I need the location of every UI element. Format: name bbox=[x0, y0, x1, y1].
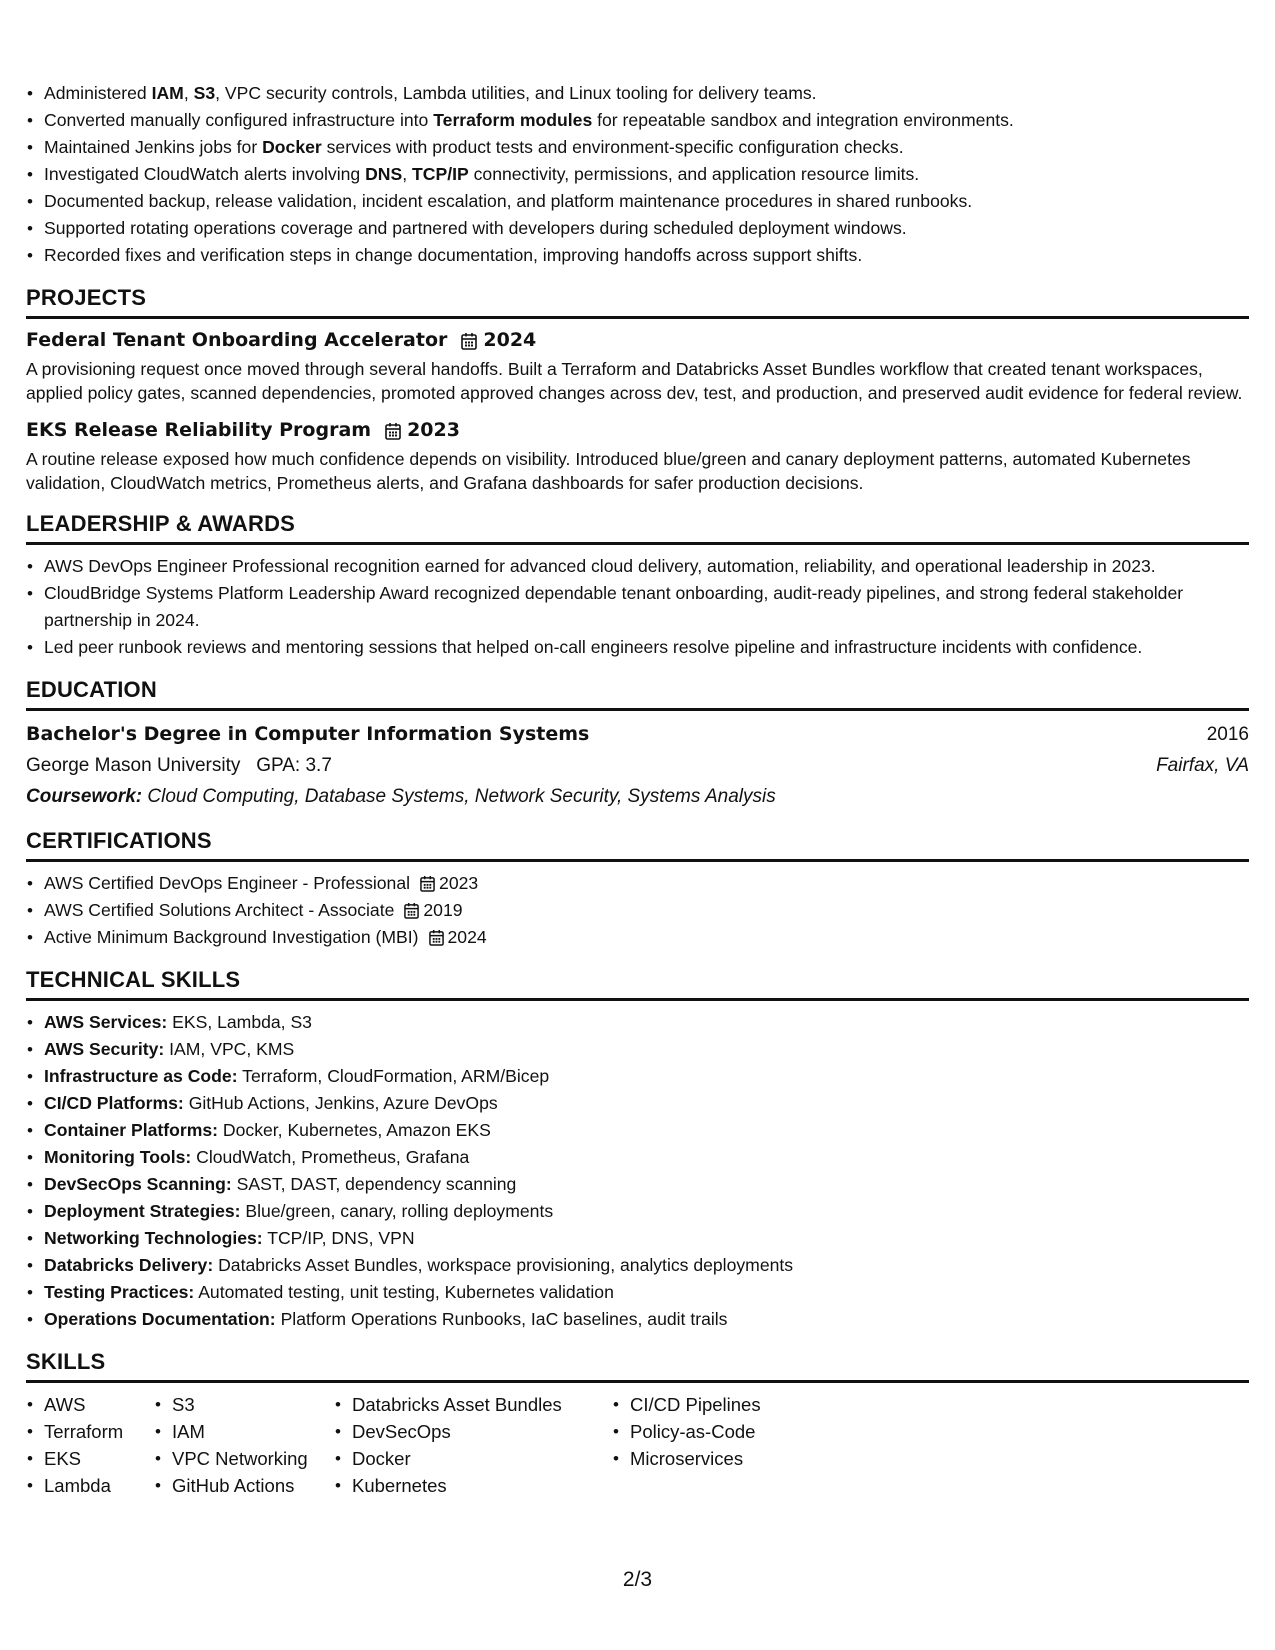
leadership-bullets bbox=[26, 553, 1249, 661]
bullet-text: Maintained Jenkins jobs for bbox=[44, 137, 263, 157]
project-year: 2024 bbox=[483, 329, 537, 351]
technical-skill-label: Infrastructure as Code: bbox=[44, 1066, 238, 1086]
calendar-icon bbox=[404, 902, 419, 919]
degree-name: Bachelor's Degree in Computer Information Systems bbox=[26, 723, 590, 745]
coursework-list: Cloud Computing, Database Systems, Network Security, Systems Analysis bbox=[147, 786, 776, 807]
skill-item: • Lambda bbox=[26, 1472, 154, 1499]
project-name: Federal Tenant Onboarding Accelerator bbox=[26, 329, 448, 351]
skill-item: • Docker bbox=[334, 1445, 612, 1472]
technical-skills-list bbox=[26, 1009, 1249, 1333]
skill-item: • Terraform bbox=[26, 1418, 154, 1445]
education-degree-row bbox=[26, 719, 1249, 750]
education-heading: EDUCATION bbox=[26, 677, 1249, 711]
skills-column bbox=[154, 1391, 334, 1499]
bullet-text: Recorded fixes and verification steps in change documentation, improving handoffs across support shifts. bbox=[44, 245, 863, 265]
technical-skill-label: Networking Technologies: bbox=[44, 1228, 263, 1248]
skill-item: • IAM bbox=[154, 1418, 334, 1445]
project-name: EKS Release Reliability Program bbox=[26, 419, 372, 441]
experience-bullet bbox=[26, 242, 1249, 269]
calendar-icon bbox=[385, 422, 401, 440]
skill-item: • Microservices bbox=[612, 1445, 832, 1472]
certification-name: • AWS Certified DevOps Engineer - Professional bbox=[44, 873, 411, 893]
certifications-heading: CERTIFICATIONS bbox=[26, 828, 1249, 862]
technical-skill-item bbox=[26, 1279, 1249, 1306]
certification-item bbox=[26, 870, 1249, 897]
project-year: 2023 bbox=[407, 419, 460, 441]
certification-year: 2023 bbox=[439, 873, 479, 893]
technical-skill-label: AWS Services: bbox=[44, 1012, 168, 1032]
calendar-icon bbox=[429, 929, 444, 946]
bullet-text: for repeatable sandbox and integration environments. bbox=[592, 110, 1014, 130]
skill-item: • Policy-as-Code bbox=[612, 1418, 832, 1445]
certification-year: 2024 bbox=[447, 927, 487, 947]
technical-skill-label: Container Platforms: bbox=[44, 1120, 219, 1140]
school-name: George Mason University bbox=[26, 755, 241, 776]
technical-skill-item bbox=[26, 1063, 1249, 1090]
technical-skill-item bbox=[26, 1036, 1249, 1063]
bullet-text: , bbox=[402, 164, 413, 184]
project-description: A routine release exposed how much confidence depends on visibility. Introduced blue/green and canary deployment patterns, automated Kubernetes validation, CloudWatch metrics, Prometheus alerts, and Grafana dashboards for safer production decisions. bbox=[26, 449, 1191, 493]
leadership-bullet: • Led peer runbook reviews and mentoring sessions that helped on-call engineers resolve pipeline and infrastructure incidents with confidence. bbox=[26, 634, 1249, 661]
technical-skill-value: Databricks Asset Bundles, workspace provisioning, analytics deployments bbox=[218, 1255, 794, 1275]
technical-skill-item bbox=[26, 1252, 1249, 1279]
technical-skill-item bbox=[26, 1198, 1249, 1225]
school-location: Fairfax, VA bbox=[1156, 755, 1249, 776]
experience-bullet bbox=[26, 134, 1249, 161]
experience-bullet bbox=[26, 80, 1249, 107]
certification-name: • Active Minimum Background Investigation (MBI) bbox=[44, 927, 419, 947]
leadership-heading: LEADERSHIP & AWARDS bbox=[26, 511, 1249, 545]
page-number: 2/3 bbox=[622, 1568, 653, 1591]
gpa: GPA: 3.7 bbox=[256, 755, 332, 776]
bold-term: Terraform modules bbox=[433, 110, 593, 130]
technical-skill-label: Monitoring Tools: bbox=[44, 1147, 192, 1167]
skill-item: • EKS bbox=[26, 1445, 154, 1472]
technical-skill-value: CloudWatch, Prometheus, Grafana bbox=[196, 1147, 470, 1167]
project-description: A provisioning request once moved through several handoffs. Built a Terraform and Databricks Asset Bundles workflow that created tenant workspaces, applied policy gates, scanned dependencies, promoted approved changes across dev, test, and production, and preserved audit evidence for federal review. bbox=[26, 359, 1243, 403]
bold-term: Docker bbox=[262, 137, 322, 157]
skills-column bbox=[26, 1391, 154, 1499]
leadership-bullet: • CloudBridge Systems Platform Leadership Award recognized dependable tenant onboarding, audit-ready pipelines, and strong federal stakeholder partnership in 2024. bbox=[26, 580, 1249, 634]
bold-term: IAM bbox=[151, 83, 184, 103]
certification-name: • AWS Certified Solutions Architect - Associate bbox=[44, 900, 395, 920]
technical-skill-label: CI/CD Platforms: bbox=[44, 1093, 184, 1113]
technical-skill-item bbox=[26, 1009, 1249, 1036]
bullet-text: Administered bbox=[44, 83, 152, 103]
technical-skill-label: Databricks Delivery: bbox=[44, 1255, 214, 1275]
experience-bullet bbox=[26, 215, 1249, 242]
technical-skill-value: IAM, VPC, KMS bbox=[169, 1039, 295, 1059]
skill-item: • VPC Networking bbox=[154, 1445, 334, 1472]
technical-skill-label: AWS Security: bbox=[44, 1039, 165, 1059]
skill-item: • GitHub Actions bbox=[154, 1472, 334, 1499]
experience-bullet bbox=[26, 107, 1249, 134]
calendar-icon bbox=[461, 332, 477, 350]
bold-term: S3 bbox=[193, 83, 216, 103]
skill-item: • S3 bbox=[154, 1391, 334, 1418]
graduation-year: 2016 bbox=[1206, 724, 1249, 745]
technical-skill-value: Terraform, CloudFormation, ARM/Bicep bbox=[242, 1066, 550, 1086]
technical-skill-label: Deployment Strategies: bbox=[44, 1201, 241, 1221]
bullet-text: Supported rotating operations coverage and partnered with developers during scheduled deployment windows. bbox=[44, 218, 907, 238]
technical-skill-value: Automated testing, unit testing, Kubernetes validation bbox=[198, 1282, 614, 1302]
skills-columns bbox=[26, 1391, 1249, 1499]
technical-skill-label: DevSecOps Scanning: bbox=[44, 1174, 232, 1194]
certifications-list bbox=[26, 870, 1249, 951]
certification-item bbox=[26, 924, 1249, 951]
skill-item: • Databricks Asset Bundles bbox=[334, 1391, 612, 1418]
projects-heading: PROJECTS bbox=[26, 285, 1249, 319]
technical-skill-item bbox=[26, 1225, 1249, 1252]
technical-skill-value: EKS, Lambda, S3 bbox=[172, 1012, 312, 1032]
technical-skill-item bbox=[26, 1090, 1249, 1117]
certification-item bbox=[26, 897, 1249, 924]
bullet-text: Investigated CloudWatch alerts involving bbox=[44, 164, 366, 184]
skills-column bbox=[612, 1391, 832, 1499]
technical-skill-label: Testing Practices: bbox=[44, 1282, 195, 1302]
project-header bbox=[26, 327, 1249, 354]
leadership-bullet: • AWS DevOps Engineer Professional recognition earned for advanced cloud delivery, automation, reliability, and operational leadership in 2023. bbox=[26, 553, 1249, 580]
technical-skill-value: GitHub Actions, Jenkins, Azure DevOps bbox=[188, 1093, 498, 1113]
school-line bbox=[26, 750, 332, 782]
education-school-row bbox=[26, 750, 1249, 782]
technical-skill-item bbox=[26, 1144, 1249, 1171]
skill-item: • AWS bbox=[26, 1391, 154, 1418]
technical-skills-heading: TECHNICAL SKILLS bbox=[26, 967, 1249, 1001]
skills-column bbox=[334, 1391, 612, 1499]
bold-term: TCP/IP bbox=[412, 164, 469, 184]
project-entry bbox=[26, 417, 1249, 495]
bullet-text: , VPC security controls, Lambda utilities, and Linux tooling for delivery teams. bbox=[215, 83, 817, 103]
bullet-text: services with product tests and environment-specific configuration checks. bbox=[321, 137, 904, 157]
technical-skill-item bbox=[26, 1117, 1249, 1144]
technical-skill-value: TCP/IP, DNS, VPN bbox=[267, 1228, 415, 1248]
bullet-text: , bbox=[183, 83, 194, 103]
technical-skill-item bbox=[26, 1306, 1249, 1333]
experience-bullet bbox=[26, 188, 1249, 215]
technical-skill-item bbox=[26, 1171, 1249, 1198]
technical-skill-value: Platform Operations Runbooks, IaC baselines, audit trails bbox=[280, 1309, 728, 1329]
bullet-text: connectivity, permissions, and application resource limits. bbox=[468, 164, 920, 184]
coursework-label: Coursework: bbox=[26, 786, 143, 807]
project-entry bbox=[26, 327, 1249, 405]
project-header bbox=[26, 417, 1249, 444]
skills-heading: SKILLS bbox=[26, 1349, 1249, 1383]
skill-item: • CI/CD Pipelines bbox=[612, 1391, 832, 1418]
technical-skill-value: Docker, Kubernetes, Amazon EKS bbox=[222, 1120, 491, 1140]
bullet-text: Converted manually configured infrastructure into bbox=[44, 110, 434, 130]
technical-skill-value: SAST, DAST, dependency scanning bbox=[236, 1174, 517, 1194]
calendar-icon bbox=[420, 875, 435, 892]
technical-skill-value: Blue/green, canary, rolling deployments bbox=[245, 1201, 554, 1221]
experience-bullet bbox=[26, 161, 1249, 188]
coursework bbox=[26, 782, 1249, 812]
bold-term: DNS bbox=[365, 164, 403, 184]
experience-bullets bbox=[26, 80, 1249, 269]
technical-skill-label: Operations Documentation: bbox=[44, 1309, 276, 1329]
skill-item: • Kubernetes bbox=[334, 1472, 612, 1499]
bullet-text: Documented backup, release validation, incident escalation, and platform maintenance procedures in shared runbooks. bbox=[44, 191, 973, 211]
skill-item: • DevSecOps bbox=[334, 1418, 612, 1445]
certification-year: 2019 bbox=[423, 900, 463, 920]
